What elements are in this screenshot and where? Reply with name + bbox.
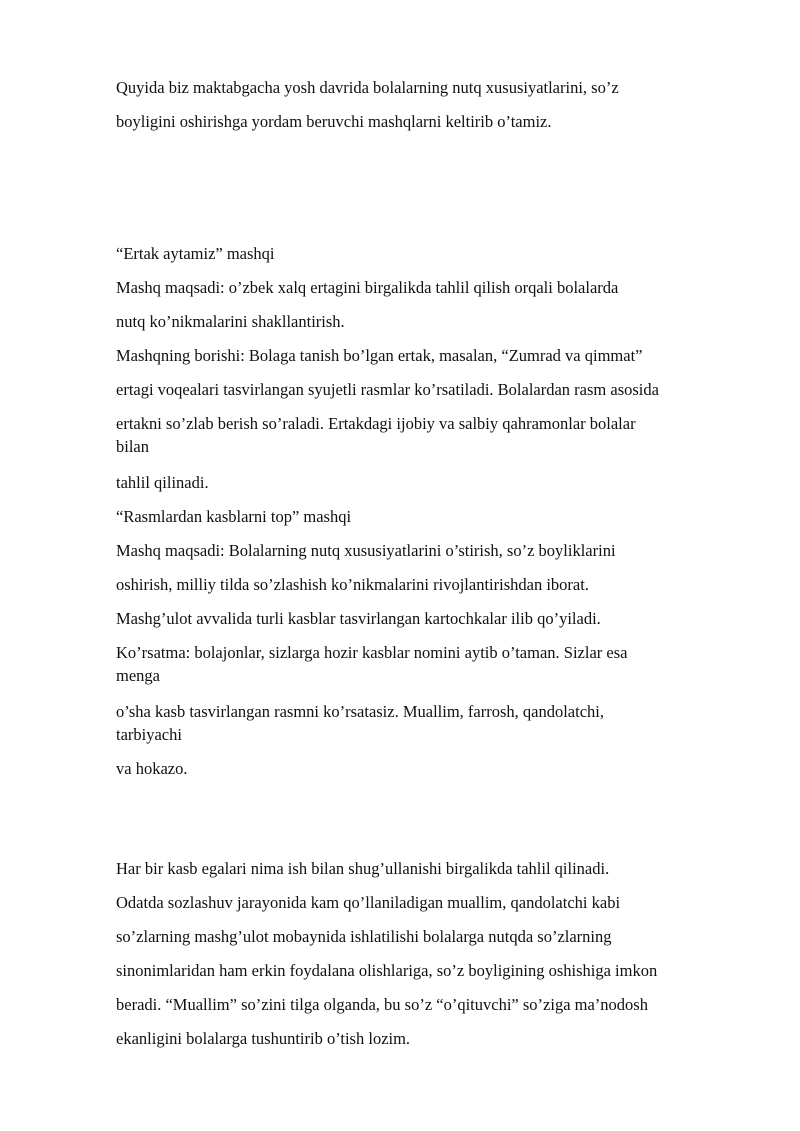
text-line: Har bir kasb egalari nima ish bilan shug’ullanishi birgalikda tahlil qilinadi. xyxy=(116,859,610,878)
text-line: tahlil qilinadi. xyxy=(116,473,209,492)
text-line: Ko’rsatma: bolajonlar, sizlarga hozir kasblar nomini aytib o’taman. Sizlar esa xyxy=(116,643,628,662)
text-line: ekanligini bolalarga tushuntirib o’tish lozim. xyxy=(116,1029,411,1048)
text-line: Mashg’ulot avvalida turli kasblar tasvirlangan kartochkalar ilib qo’yiladi. xyxy=(116,609,601,628)
text-line: Mashqning borishi: Bolaga tanish bo’lgan ertak, masalan, “Zumrad va qimmat” xyxy=(116,346,643,365)
text-line: bilan xyxy=(116,437,149,456)
text-line: oshirish, milliy tilda so’zlashish ko’nikmalarini rivojlantirishdan iborat. xyxy=(116,575,589,594)
text-line: tarbiyachi xyxy=(116,725,182,744)
text-line: Mashq maqsadi: Bolalarning nutq xususiyatlarini o’stirish, so’z boyliklarini xyxy=(116,541,616,560)
text-line: so’zlarning mashg’ulot mobaynida ishlatilishi bolalarga nutqda so’zlarning xyxy=(116,927,612,946)
text-line: Quyida biz maktabgacha yosh davrida bolalarning nutq xususiyatlarini, so’z xyxy=(116,78,619,97)
text-line: nutq ko’nikmalarini shakllantirish. xyxy=(116,312,345,331)
text-line: o’sha kasb tasvirlangan rasmni ko’rsatasiz. Muallim, farrosh, qandolatchi, xyxy=(116,702,604,721)
text-line: ertakni so’zlab berish so’raladi. Ertakdagi ijobiy va salbiy qahramonlar bolalar xyxy=(116,414,636,433)
text-line: beradi. “Muallim” so’zini tilga olganda, bu so’z “o’qituvchi” so’ziga ma’nodosh xyxy=(116,995,648,1014)
text-line: Odatda sozlashuv jarayonida kam qo’llaniladigan muallim, qandolatchi kabi xyxy=(116,893,621,912)
text-line: sinonimlaridan ham erkin foydalana olishlariga, so’z boyligining oshishiga imkon xyxy=(116,961,658,980)
text-line: menga xyxy=(116,666,160,685)
text-line: boyligini oshirishga yordam beruvchi mashqlarni keltirib o’tamiz. xyxy=(116,112,552,131)
text-line: Mashq maqsadi: o’zbek xalq ertagini birgalikda tahlil qilish orqali bolalarda xyxy=(116,278,619,297)
text-line: va hokazo. xyxy=(116,759,188,778)
exercise-title: “Ertak aytamiz” mashqi xyxy=(116,244,275,263)
text-line: ertagi voqealari tasvirlangan syujetli rasmlar ko’rsatiladi. Bolalardan rasm asosida xyxy=(116,380,659,399)
exercise-title: “Rasmlardan kasblarni top” mashqi xyxy=(116,507,352,526)
